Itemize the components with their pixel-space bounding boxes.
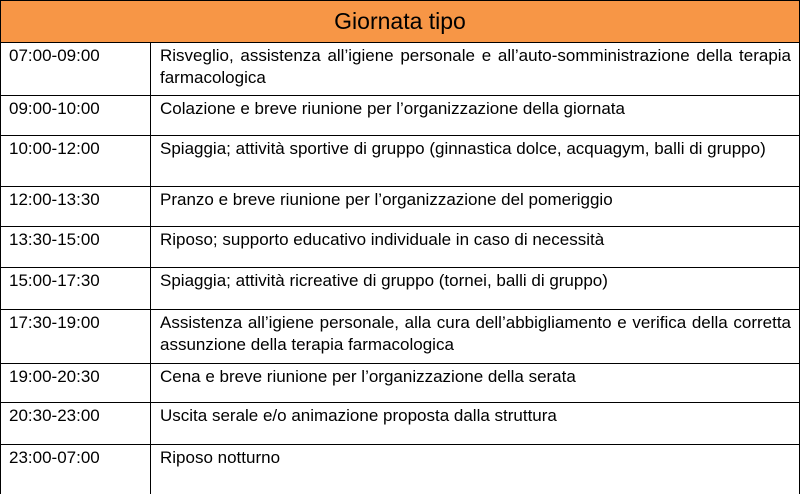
time-slot: 23:00-07:00: [1, 445, 151, 494]
table-row: [1, 403, 800, 445]
time-slot: 07:00-09:00: [1, 43, 151, 96]
activity-description: Cena e breve riunione per l’organizzazione della serata: [151, 364, 800, 403]
table-row: [1, 310, 800, 364]
table-row: [1, 268, 800, 310]
table-row: [1, 445, 800, 494]
activity-description: Spiaggia; attività sportive di gruppo (ginnastica dolce, acquagym, balli di gruppo): [151, 136, 800, 187]
activity-description: Colazione e breve riunione per l’organizzazione della giornata: [151, 96, 800, 136]
activity-description: Risveglio, assistenza all’igiene personale e all’auto-somministrazione della terapia farmacologica: [151, 43, 800, 96]
activity-description: Riposo; supporto educativo individuale in caso di necessità: [151, 227, 800, 268]
time-slot: 17:30-19:00: [1, 310, 151, 364]
time-slot: 15:00-17:30: [1, 268, 151, 310]
table-row: [1, 364, 800, 403]
table-row: [1, 136, 800, 187]
activity-description: Assistenza all’igiene personale, alla cura dell’abbigliamento e verifica della corretta assunzione della terapia farmacologica: [151, 310, 800, 364]
table-header-row: [1, 1, 800, 43]
time-slot: 19:00-20:30: [1, 364, 151, 403]
table-row: [1, 227, 800, 268]
table-row: [1, 43, 800, 96]
activity-description: Riposo notturno: [151, 445, 800, 494]
table-row: [1, 96, 800, 136]
table-row: [1, 187, 800, 227]
activity-description: Uscita serale e/o animazione proposta dalla struttura: [151, 403, 800, 445]
time-slot: 20:30-23:00: [1, 403, 151, 445]
time-slot: 09:00-10:00: [1, 96, 151, 136]
table-title: Giornata tipo: [1, 1, 800, 43]
time-slot: 13:30-15:00: [1, 227, 151, 268]
activity-description: Pranzo e breve riunione per l’organizzazione del pomeriggio: [151, 187, 800, 227]
time-slot: 12:00-13:30: [1, 187, 151, 227]
activity-description: Spiaggia; attività ricreative di gruppo (tornei, balli di gruppo): [151, 268, 800, 310]
time-slot: 10:00-12:00: [1, 136, 151, 187]
